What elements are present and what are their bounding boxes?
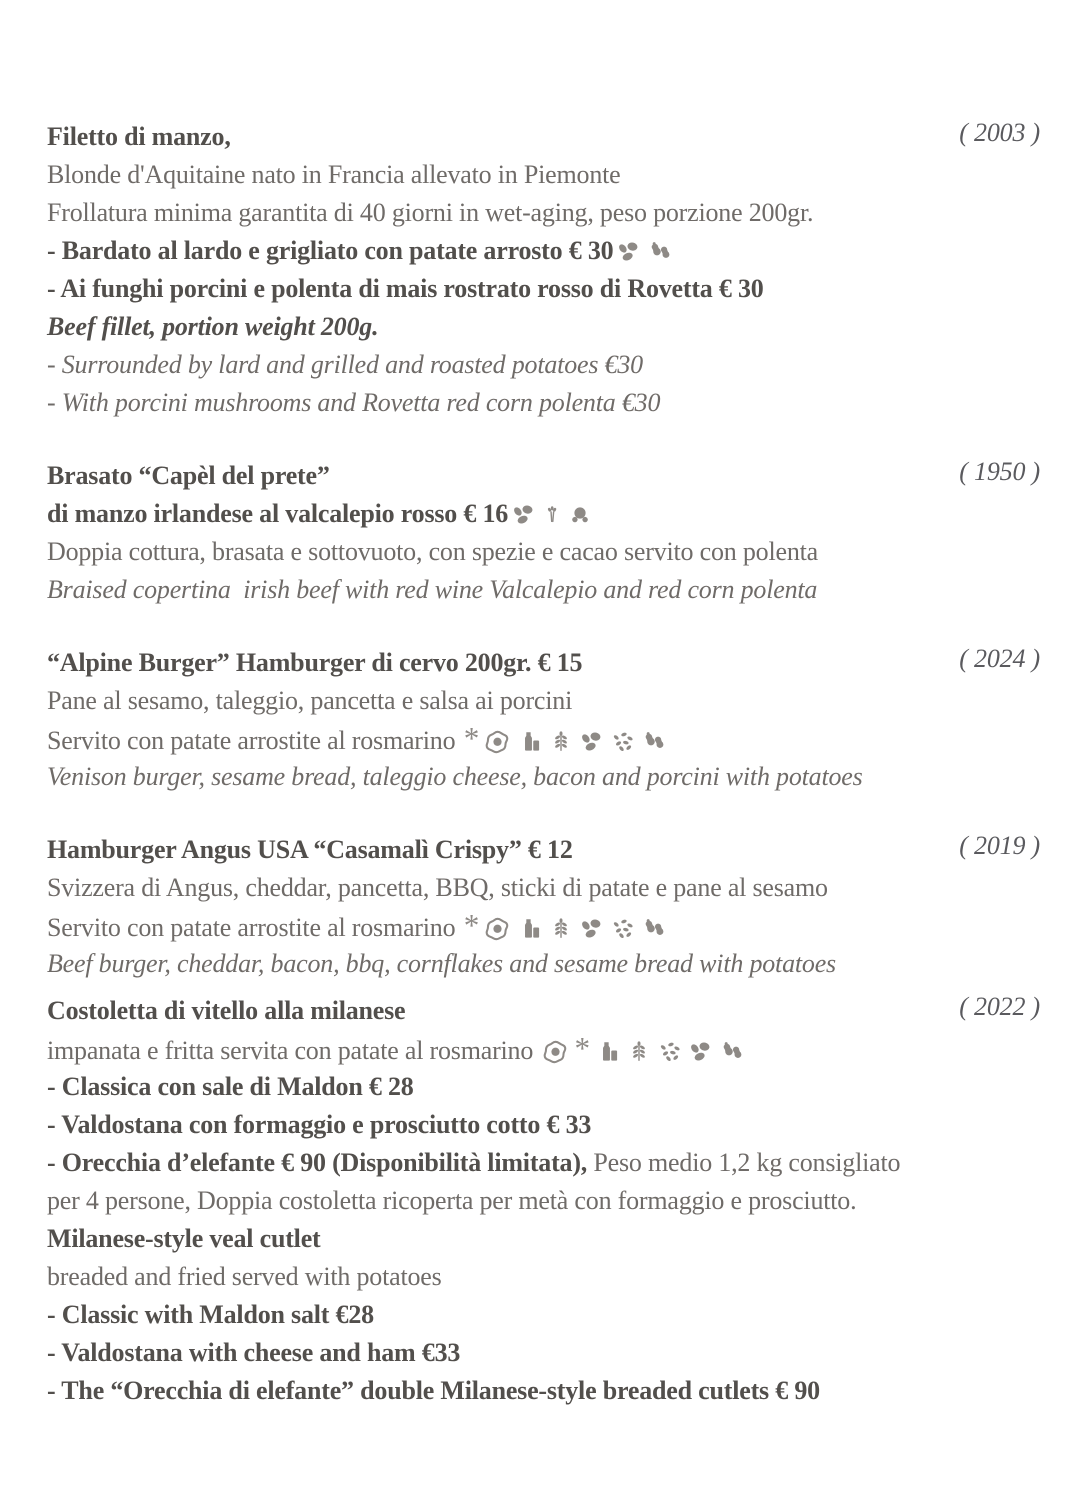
text-run: Servito con patate arrostite al rosmarino: [47, 913, 462, 942]
dish-text-line: [47, 346, 1040, 384]
text-run: Hamburger Angus USA “Casamalì Crispy” € 12: [47, 835, 573, 864]
text-run: - The “Orecchia di elefante” double Milanese-style breaded cutlets € 90: [47, 1376, 820, 1405]
text-run: Doppia cottura, brasata e sottovuoto, con spezie e cacao servito con polenta: [47, 537, 819, 566]
text-run: - Ai funghi porcini e polenta di mais rostrato rosso di Rovetta € 30: [47, 274, 764, 303]
dish-text-line: [47, 1258, 1040, 1296]
menu-section: [47, 831, 1040, 983]
dish-text-line: [47, 194, 1040, 232]
menu-sections: [47, 118, 1040, 1410]
dish-text-line: [47, 758, 1040, 796]
dish-text-line: [47, 533, 1040, 571]
dish-year: ( 2019 ): [959, 831, 1040, 860]
text-run: - Classic with Maldon salt €28: [47, 1300, 374, 1329]
dish-text-line: [47, 156, 1040, 194]
text-run: - Valdostana con formaggio e prosciutto cotto € 33: [47, 1110, 592, 1139]
text-run: per 4 persone, Doppia costoletta ricoperta per metà con formaggio e prosciutto.: [47, 1186, 857, 1215]
text-run: impanata e fritta servita con patate al rosmarino: [47, 1036, 540, 1065]
text-run: - Surrounded by lard and grilled and roasted potatoes €30: [47, 350, 643, 379]
text-run: - Bardato al lardo e grigliato con patate arrosto € 30: [47, 236, 614, 265]
text-run: - Classica con sale di Maldon € 28: [47, 1072, 414, 1101]
text-run: Filetto di manzo,: [47, 122, 231, 151]
menu-section: [47, 457, 1040, 609]
asterisk-mark: *: [463, 721, 480, 756]
dish-text-line: [47, 1220, 1040, 1258]
dish-title-line: [47, 992, 1040, 1030]
dish-text-line: [47, 1296, 1040, 1334]
text-run: Costoletta di vitello alla milanese: [47, 996, 406, 1025]
text-run: - Valdostana with cheese and ham €33: [47, 1338, 461, 1367]
asterisk-mark: *: [463, 908, 480, 943]
dish-text-line: [47, 308, 1040, 346]
dish-text-line: [47, 1144, 1040, 1182]
dish-text-line: [47, 571, 1040, 609]
menu-section: [47, 644, 1040, 796]
dish-text-line: [47, 682, 1040, 720]
text-run: Venison burger, sesame bread, taleggio cheese, bacon and porcini with potatoes: [47, 762, 863, 791]
dish-text-line: [47, 232, 1040, 270]
text-run: “Alpine Burger” Hamburger di cervo 200gr. € 15: [47, 648, 583, 677]
dish-text-line: [47, 1372, 1040, 1410]
text-run: Blonde d'Aquitaine nato in Francia allevato in Piemonte: [47, 160, 621, 189]
dish-year: ( 2022 ): [959, 992, 1040, 1021]
dish-text-line: [47, 1030, 1040, 1068]
text-run: di manzo irlandese al valcalepio rosso € 16: [47, 499, 509, 528]
dish-text-line: [47, 1106, 1040, 1144]
dish-text-line: [47, 907, 1040, 945]
menu-section: [47, 992, 1040, 1410]
dish-year: ( 2003 ): [959, 118, 1040, 147]
dish-text-line: [47, 384, 1040, 422]
text-run: Servito con patate arrostite al rosmarino: [47, 726, 462, 755]
dish-title-line: [47, 831, 1040, 869]
dish-text-line: [47, 720, 1040, 758]
dish-text-line: [47, 869, 1040, 907]
dish-title-line: [47, 457, 1040, 495]
text-run: breaded and fried served with potatoes: [47, 1262, 442, 1291]
dish-title-line: [47, 118, 1040, 156]
text-run: Beef fillet, portion weight 200g.: [47, 312, 379, 341]
dish-text-line: [47, 1182, 1040, 1220]
dish-title-line: [47, 644, 1040, 682]
text-run: Svizzera di Angus, cheddar, pancetta, BBQ, sticki di patate e pane al sesamo: [47, 873, 828, 902]
text-run: Pane al sesamo, taleggio, pancetta e salsa ai porcini: [47, 686, 573, 715]
dish-year: ( 1950 ): [959, 457, 1040, 486]
dish-year: ( 2024 ): [959, 644, 1040, 673]
menu-section: [47, 118, 1040, 422]
dish-text-line: [47, 495, 1040, 533]
text-run: Brasato “Capèl del prete”: [47, 461, 330, 490]
asterisk-mark: *: [574, 1031, 590, 1066]
text-run: Frollatura minima garantita di 40 giorni in wet-aging, peso porzione 200gr.: [47, 198, 814, 227]
text-run: Beef burger, cheddar, bacon, bbq, cornflakes and sesame bread with potatoes: [47, 949, 836, 978]
dish-text-line: [47, 1334, 1040, 1372]
text-run: Braised copertina irish beef with red wine Valcalepio and red corn polenta: [47, 575, 818, 604]
text-run: - Orecchia d’elefante € 90 (Disponibilità limitata),: [47, 1148, 588, 1177]
dish-text-line: [47, 1068, 1040, 1106]
text-run: Milanese-style veal cutlet: [47, 1224, 321, 1253]
dish-text-line: [47, 945, 1040, 983]
dish-text-line: [47, 270, 1040, 308]
text-run: Peso medio 1,2 kg consigliato: [587, 1148, 901, 1177]
text-run: - With porcini mushrooms and Rovetta red corn polenta €30: [47, 388, 661, 417]
